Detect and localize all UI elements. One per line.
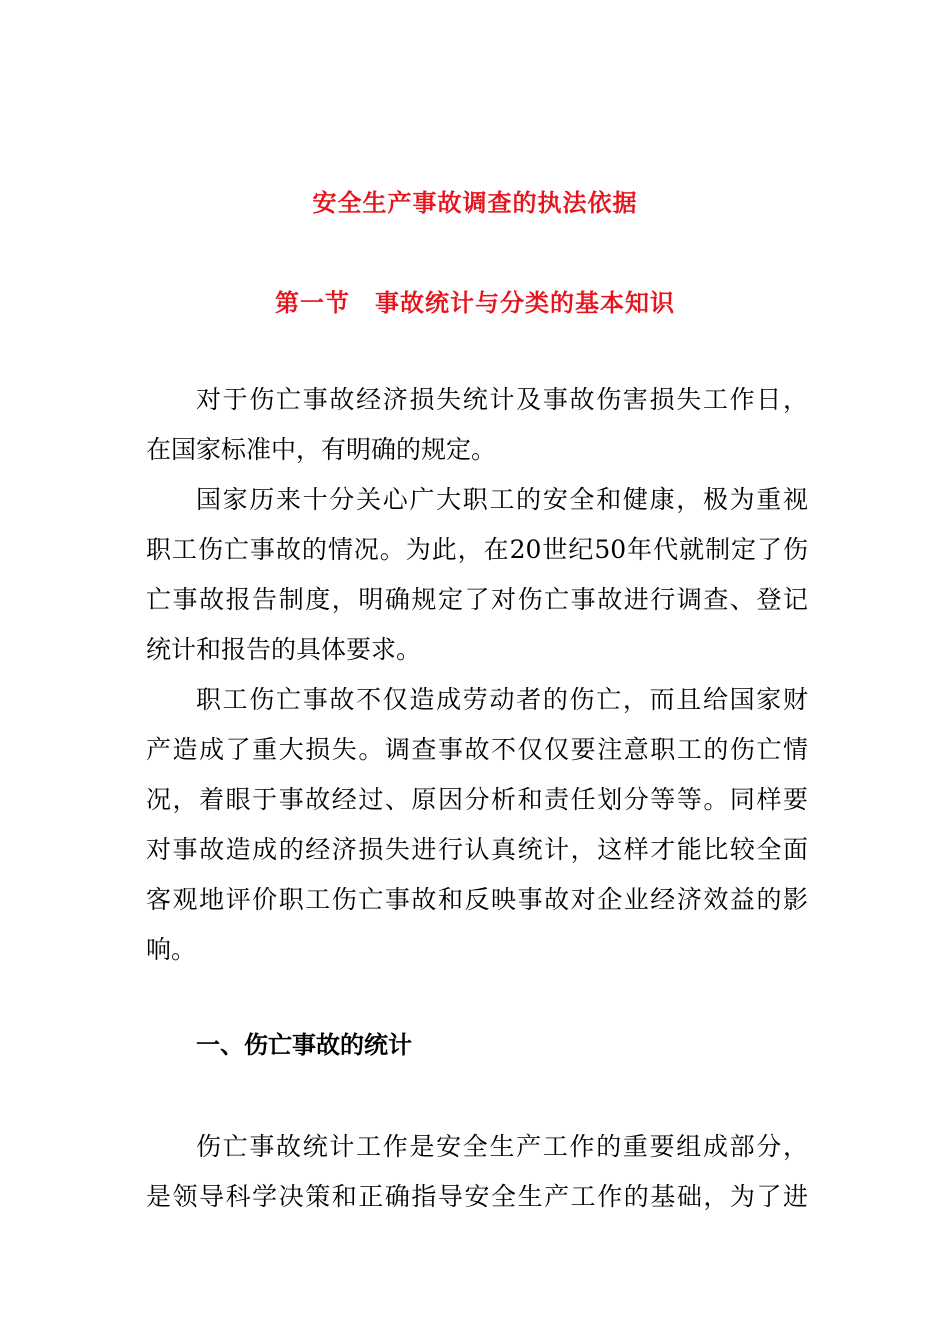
paragraph-line: 客观地评价职工伤亡事故和反映事故对企业经济效益的影 bbox=[146, 885, 808, 914]
paragraph-line: 国家历来十分关心广大职工的安全和健康，极为重视 bbox=[196, 485, 808, 514]
paragraph-line: 职工伤亡事故的情况。为此，在20世纪50年代就制定了伤 bbox=[146, 535, 808, 564]
paragraph-line: 产造成了重大损失。调查事故不仅仅要注意职工的伤亡情 bbox=[146, 735, 808, 764]
paragraph-line: 对于伤亡事故经济损失统计及事故伤害损失工作日， bbox=[196, 385, 808, 414]
subheading: 一、伤亡事故的统计 bbox=[196, 1030, 412, 1059]
paragraph-3 bbox=[146, 675, 808, 975]
paragraph-line: 亡事故报告制度，明确规定了对伤亡事故进行调查、登记 bbox=[146, 585, 808, 614]
section-title: 第一节 事故统计与分类的基本知识 bbox=[275, 288, 675, 317]
paragraph-line: 况，着眼于事故经过、原因分析和责任划分等等。同样要 bbox=[146, 785, 808, 814]
paragraph-4 bbox=[146, 1122, 808, 1222]
paragraph-1 bbox=[146, 375, 808, 475]
paragraph-2 bbox=[146, 475, 808, 675]
paragraph-line: 对事故造成的经济损失进行认真统计，这样才能比较全面 bbox=[146, 835, 808, 864]
paragraph-line: 在国家标准中，有明确的规定。 bbox=[146, 435, 497, 464]
paragraph-line: 统计和报告的具体要求。 bbox=[146, 635, 422, 664]
paragraph-line: 职工伤亡事故不仅造成劳动者的伤亡，而且给国家财 bbox=[196, 685, 808, 714]
paragraph-line: 响。 bbox=[146, 935, 197, 964]
paragraph-line: 是领导科学决策和正确指导安全生产工作的基础，为了进 bbox=[146, 1182, 808, 1211]
paragraph-line: 伤亡事故统计工作是安全生产工作的重要组成部分， bbox=[196, 1132, 808, 1161]
document-title: 安全生产事故调查的执法依据 bbox=[312, 188, 638, 217]
